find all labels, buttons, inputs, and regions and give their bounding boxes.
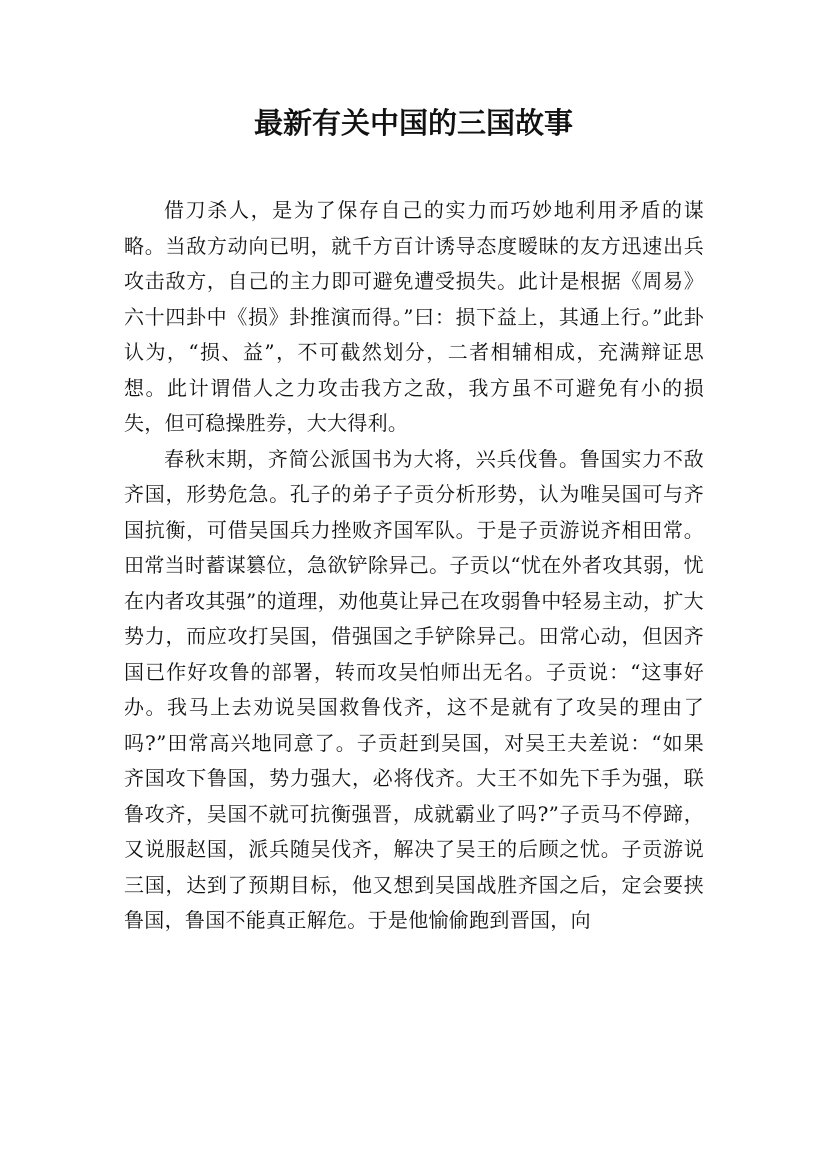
paragraph-1: 借刀杀人，是为了保存自己的实力而巧妙地利用矛盾的谋略。当敌方动向已明，就千方百计诱导态度暧昧的友方迅速出兵攻击敌方，自己的主力即可避免遭受损失。此计是根据《周易》六十四卦中《损》卦推演而得。”曰：损下益上，其通上行。”此卦认为，“损、益”，不可截然划分，二者相辅相成，充满辩证思想。此计谓借人之力攻击我方之敌，我方虽不可避免有小的损失，但可稳操胜券，大大得利。 (124, 198, 704, 435)
document-body (124, 193, 704, 939)
paragraph-2: 春秋末期，齐简公派国书为大将，兴兵伐鲁。鲁国实力不敌齐国，形势危急。孔子的弟子子贡分析形势，认为唯吴国可与齐国抗衡，可借吴国兵力挫败齐国军队。于是子贡游说齐相田常。田常当时蓄谋篡位，急欲铲除异己。子贡以“忧在外者攻其弱，忧在内者攻其强”的道理，劝他莫让异己在攻弱鲁中轻易主动，扩大势力，而应攻打吴国，借强国之手铲除异己。田常心动，但因齐国已作好攻鲁的部署，转而攻吴怕师出无名。子贡说：“这事好办。我马上去劝说吴国救鲁伐齐，这不是就有了攻吴的理由了吗?”田常高兴地同意了。子贡赶到吴国，对吴王夫差说：“如果齐国攻下鲁国，势力强大，必将伐齐。大王不如先下手为强，联鲁攻齐，吴国不就可抗衡强晋，成就霸业了吗?”子贡马不停蹄，又说服赵国，派兵随吴伐齐，解决了吴王的后顾之忧。子贡游说三国，达到了预期目标，他又想到吴国战胜齐国之后，定会要挟鲁国，鲁国不能真正解危。于是他愉偷跑到晋国，向 (124, 446, 704, 932)
document-title: 最新有关中国的三国故事 (253, 106, 573, 140)
